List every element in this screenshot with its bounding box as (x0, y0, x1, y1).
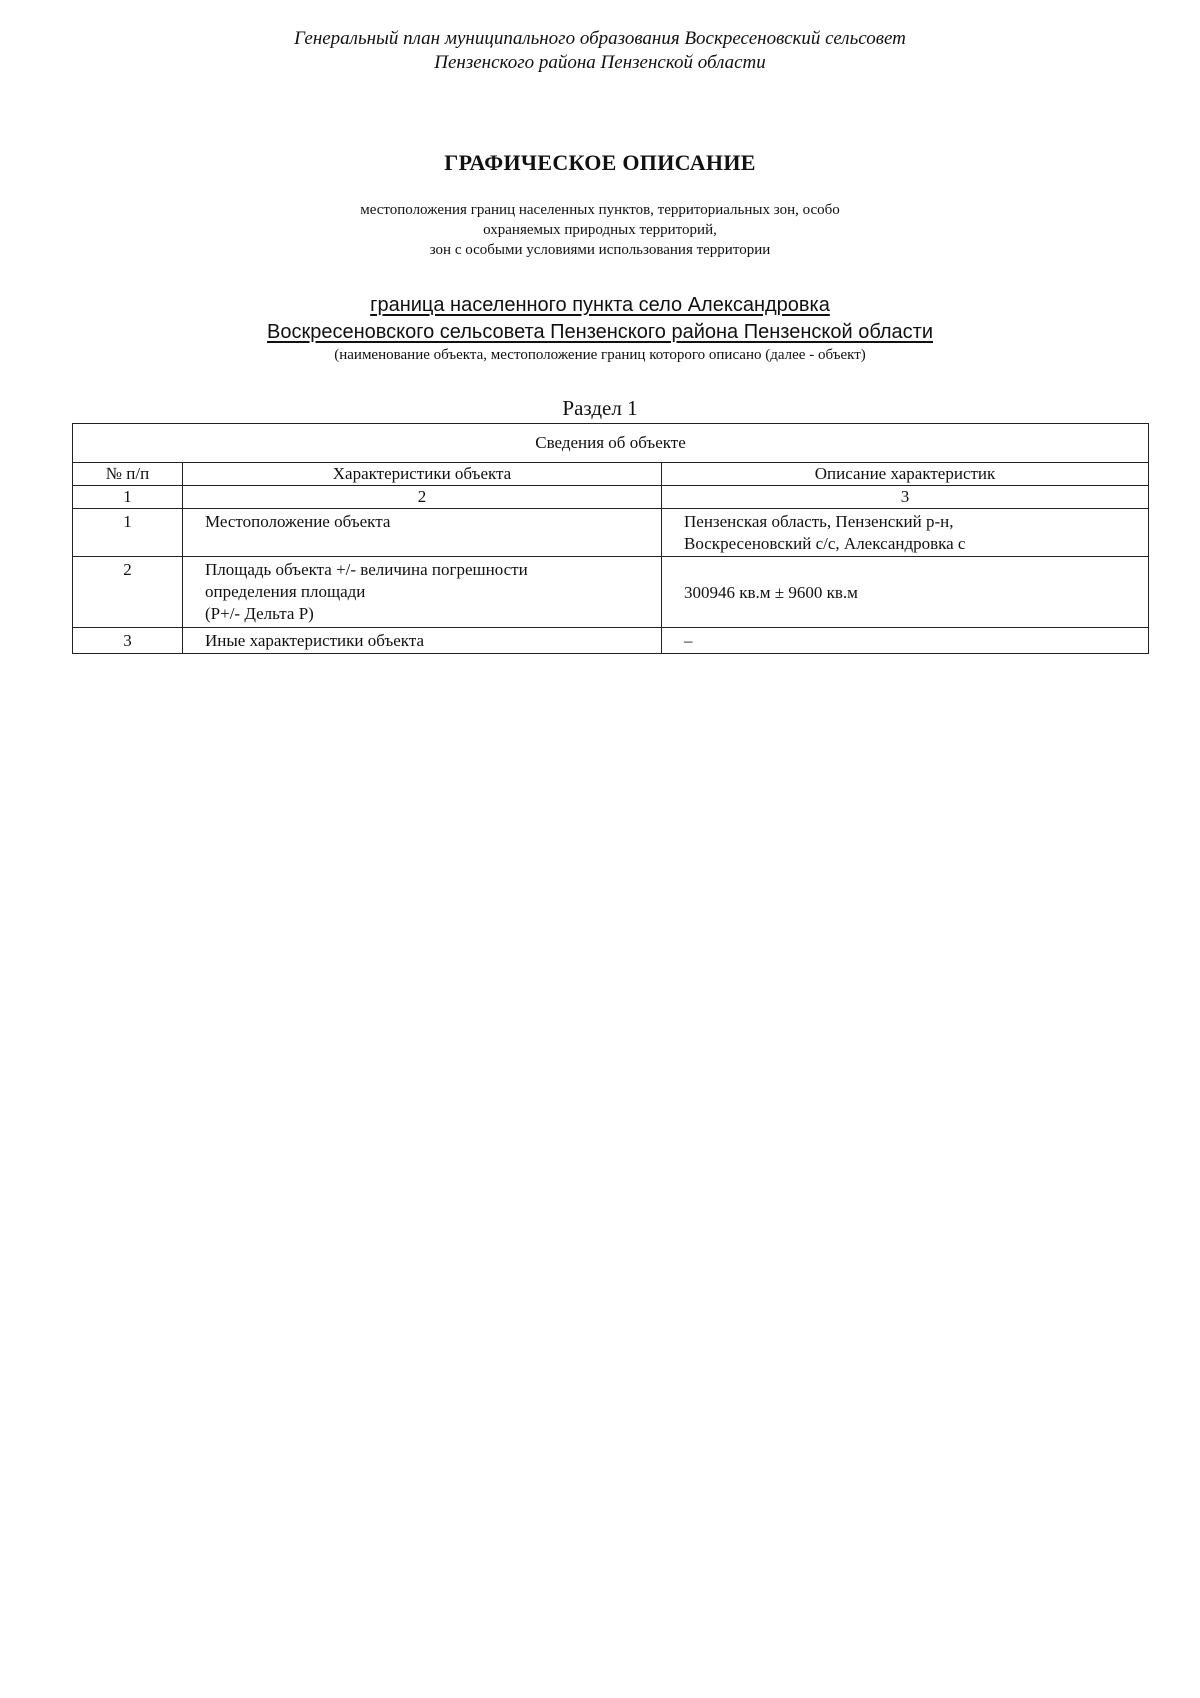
row-characteristic-line: (P+/- Дельта P) (205, 604, 314, 623)
row-characteristic-line: определения площади (205, 582, 366, 601)
running-header (0, 27, 1200, 75)
row-number: 3 (73, 628, 183, 654)
running-header-line-1: Генеральный план муниципального образования Воскресеновский сельсовет (294, 28, 906, 49)
row-description-line: Пензенская область, Пензенский р-н, (684, 512, 954, 531)
row-description (662, 509, 1149, 557)
table-caption-row (73, 424, 1149, 463)
row-characteristic (183, 628, 662, 654)
table-row (73, 557, 1149, 628)
row-characteristic (183, 557, 662, 628)
table-caption: Сведения об объекте (73, 424, 1149, 463)
header-cell-description: Описание характеристик (662, 463, 1149, 486)
index-cell-2: 2 (183, 486, 662, 509)
index-cell-1: 1 (73, 486, 183, 509)
index-cell-3: 3 (662, 486, 1149, 509)
object-name (0, 292, 1200, 346)
header-cell-number: № п/п (73, 463, 183, 486)
table-row (73, 628, 1149, 654)
table-index-row (73, 486, 1149, 509)
row-characteristic-line: Площадь объекта +/- величина погрешности (205, 560, 528, 579)
row-description (662, 557, 1149, 628)
object-name-line-1: граница населенного пункта село Александровка (370, 294, 830, 316)
row-characteristic-line: Иные характеристики объекта (205, 631, 425, 650)
document-subtitle-line-3: зон с особыми условиями использования территории (429, 242, 771, 258)
table-row (73, 509, 1149, 557)
row-description (662, 628, 1149, 654)
object-name-caption: (наименование объекта, местоположение границ которого описано (далее - объект) (334, 347, 866, 363)
header-cell-characteristic: Характеристики объекта (183, 463, 662, 486)
object-info-table (72, 423, 1149, 654)
row-number: 2 (73, 557, 183, 628)
table-header-row (73, 463, 1149, 486)
row-characteristic-line: Местоположение объекта (205, 512, 391, 531)
running-header-line-2: Пензенского района Пензенской области (434, 52, 766, 73)
document-subtitle (0, 200, 1200, 260)
row-description-line: 300946 кв.м ± 9600 кв.м (684, 583, 858, 602)
document-subtitle-line-1: местоположения границ населенных пунктов, территориальных зон, особо (360, 202, 840, 218)
document-title: ГРАФИЧЕСКОЕ ОПИСАНИЕ (444, 150, 756, 175)
row-number: 1 (73, 509, 183, 557)
row-description-line: – (684, 631, 693, 650)
row-characteristic (183, 509, 662, 557)
row-description-line: Воскресеновский с/с, Александровка с (684, 534, 966, 553)
object-name-line-2: Воскресеновского сельсовета Пензенского района Пензенской области (267, 321, 933, 343)
section-label: Раздел 1 (562, 396, 638, 420)
document-subtitle-line-2: охраняемых природных территорий, (483, 222, 717, 238)
